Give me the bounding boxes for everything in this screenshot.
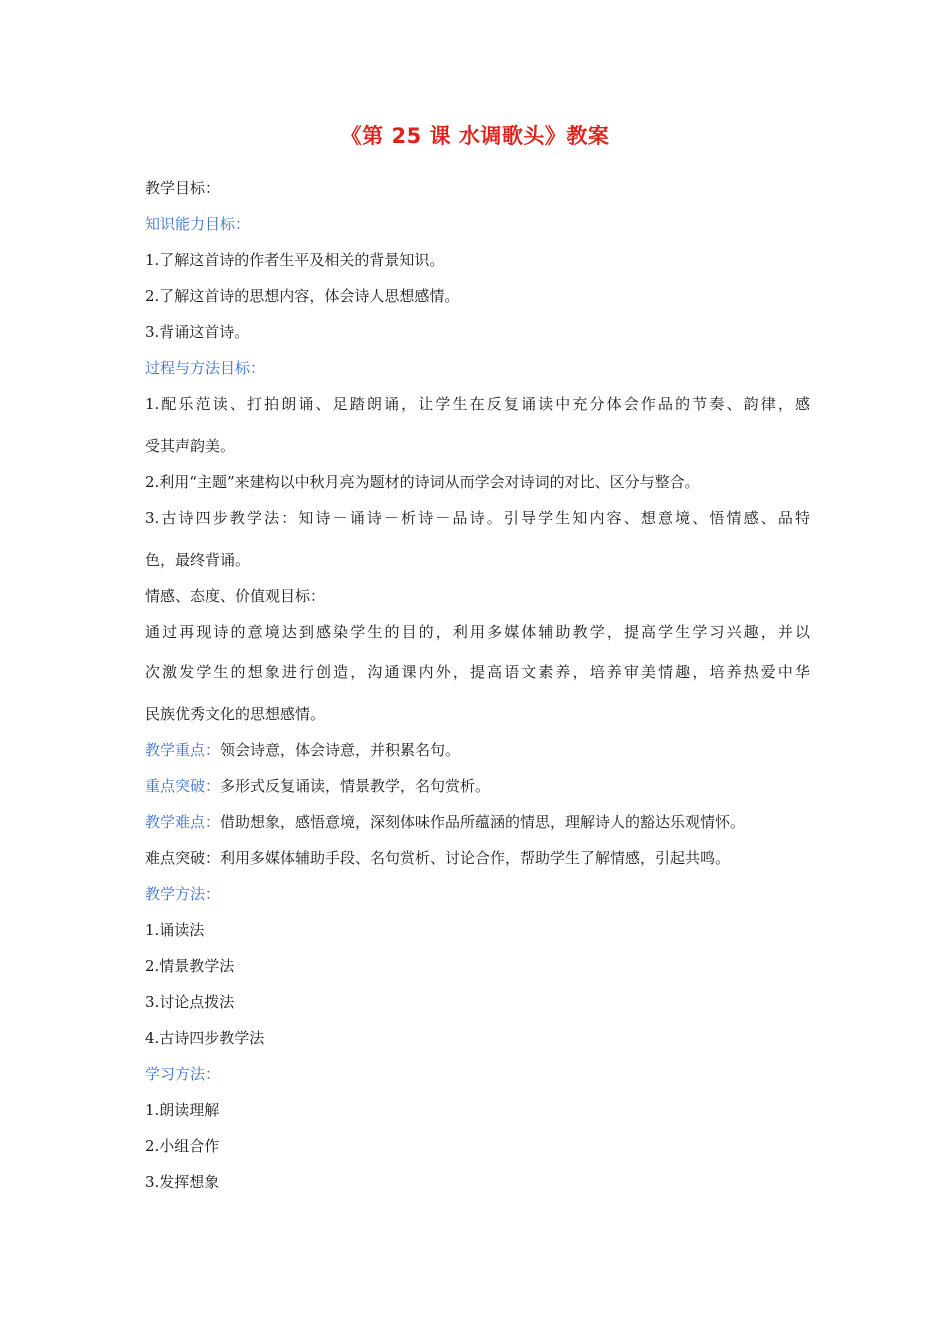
list-item: 1.了解这首诗的作者生平及相关的背景知识。 xyxy=(145,251,445,269)
heading-learning-methods: 学习方法： xyxy=(145,1065,221,1083)
key-breakthrough-text: 多形式反复诵读，情景教学，名句赏析。 xyxy=(220,777,491,795)
difficulty-text: 借助想象，感悟意境，深刻体味作品所蕴涵的情思，理解诗人的豁达乐观情怀。 xyxy=(220,813,746,831)
list-item: 1.朗读理解 xyxy=(145,1101,220,1119)
heading-process-goals: 过程与方法目标： xyxy=(145,359,266,377)
difficulty-row xyxy=(145,812,810,832)
key-points-row xyxy=(145,740,810,760)
list-item: 3.讨论点拨法 xyxy=(145,993,235,1011)
list-item: 3.发挥想象 xyxy=(145,1173,220,1191)
key-breakthrough-row xyxy=(145,776,810,796)
key-points-text: 领会诗意，体会诗意，并积累名句。 xyxy=(220,741,461,759)
document-title: 《第 25 课 水调歌头》教案 xyxy=(340,124,610,148)
difficulty-label: 教学难点： xyxy=(145,813,221,831)
paragraph-line: 民族优秀文化的思想感情。 xyxy=(145,705,326,723)
key-points-label: 教学重点： xyxy=(145,741,221,759)
key-breakthrough-label: 重点突破： xyxy=(145,777,221,795)
paragraph-line: 2.利用“主题”来建构以中秋月亮为题材的诗词从而学会对诗词的对比、区分与整合。 xyxy=(145,473,700,491)
list-item: 1.诵读法 xyxy=(145,921,205,939)
list-item: 3.背诵这首诗。 xyxy=(145,323,250,341)
paragraph-line: 1.配乐范读、打拍朗诵、足踏朗诵，让学生在反复诵读中充分体会作品的节奏、韵律，感 xyxy=(145,395,810,413)
heading-emotion-goals: 情感、态度、价值观目标： xyxy=(145,587,326,605)
heading-teaching-methods: 教学方法： xyxy=(145,885,221,903)
list-item: 2.了解这首诗的思想内容，体会诗人思想感情。 xyxy=(145,287,460,305)
list-item: 2.情景教学法 xyxy=(145,957,235,975)
list-item: 2.小组合作 xyxy=(145,1137,220,1155)
difficulty-breakthrough-row: 难点突破：利用多媒体辅助手段、名句赏析、讨论合作，帮助学生了解情感，引起共鸣。 xyxy=(145,849,731,867)
paragraph-line: 通过再现诗的意境达到感染学生的目的，利用多媒体辅助教学，提高学生学习兴趣，并以 xyxy=(145,623,810,641)
paragraph-line: 3.古诗四步教学法：知诗－诵诗－析诗－品诗。引导学生知内容、想意境、悟情感、品特 xyxy=(145,509,810,527)
heading-knowledge-goals: 知识能力目标： xyxy=(145,215,251,233)
paragraph-line: 受其声韵美。 xyxy=(145,437,236,455)
list-item: 4.古诗四步教学法 xyxy=(145,1029,265,1047)
paragraph-line: 色，最终背诵。 xyxy=(145,551,251,569)
paragraph-line: 次激发学生的想象进行创造，沟通课内外，提高语文素养，培养审美情趣，培养热爱中华 xyxy=(145,663,810,681)
heading-teaching-goals: 教学目标： xyxy=(145,179,221,197)
